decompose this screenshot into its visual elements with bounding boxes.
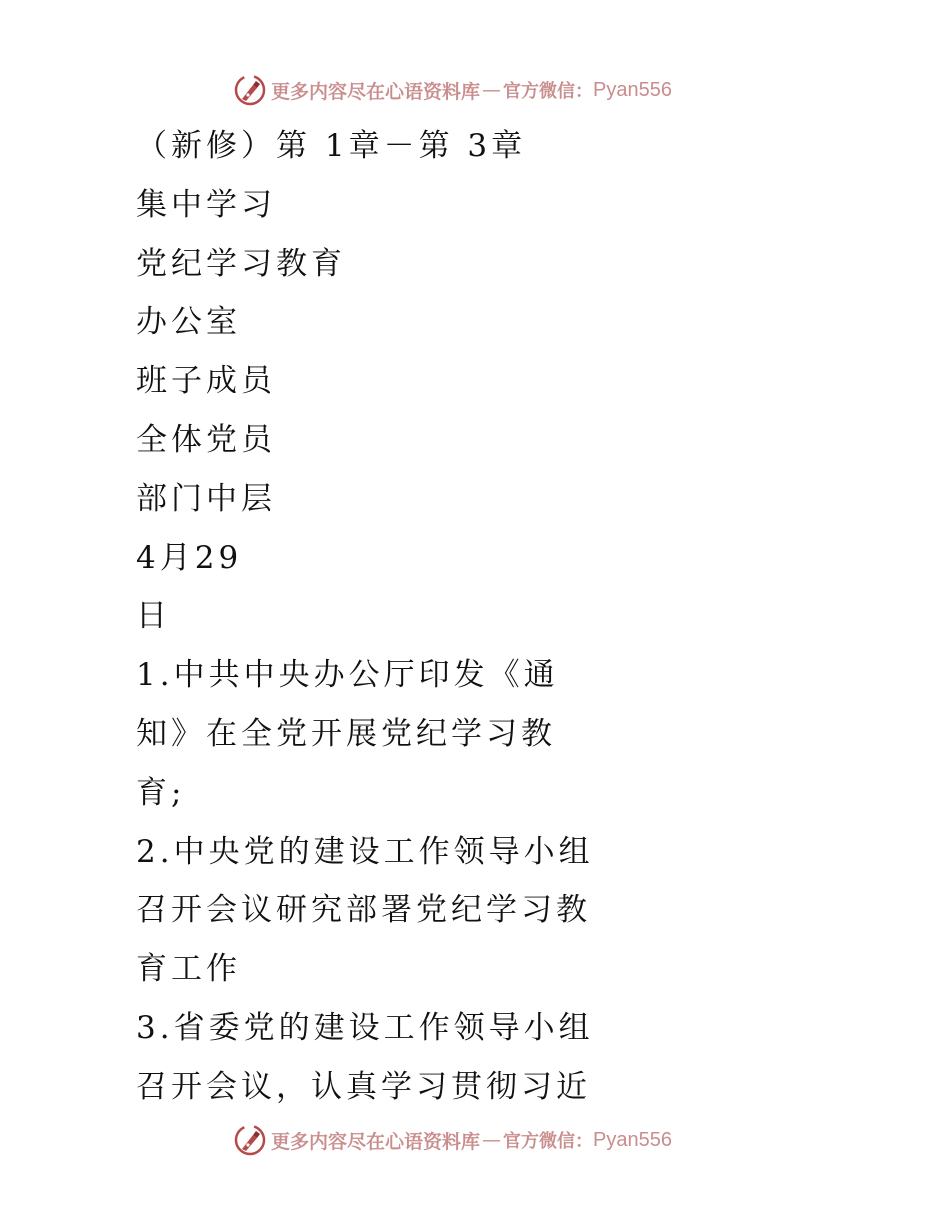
document-body [136, 117, 596, 1117]
pen-nib-logo-icon [233, 73, 267, 107]
document-line: 育; [136, 774, 186, 811]
document-line: 党纪学习教育 [136, 245, 346, 282]
watermark-account-id: Pyan556 [593, 78, 672, 101]
document-line: 知》在全党开展党纪学习教 [136, 715, 556, 752]
document-line: 2.中央党的建设工作领导小组 [136, 833, 594, 870]
document-line: 全体党员 [136, 421, 276, 458]
watermark-separator: — [482, 1129, 502, 1151]
watermark-account-id: Pyan556 [593, 1128, 672, 1151]
document-line: 集中学习 [136, 186, 276, 223]
document-line: 办公室 [136, 304, 241, 341]
document-line: （新修）第 1章－第 3章 [136, 128, 527, 164]
document-line: 育工作 [136, 951, 241, 988]
watermark-text: 更多内容尽在心语资料库 [271, 80, 481, 103]
document-line: 部门中层 [136, 480, 276, 517]
document-line: 班子成员 [136, 363, 276, 400]
watermark-account-label: 官方微信： [503, 81, 594, 102]
document-line: 召开会议，认真学习贯彻习近 [136, 1068, 591, 1105]
footer-watermark [233, 1122, 672, 1158]
document-line: 3.省委党的建设工作领导小组 [136, 1009, 594, 1046]
watermark-account-label: 官方微信： [503, 1131, 594, 1152]
watermark-separator: — [482, 79, 502, 101]
document-line: 召开会议研究部署党纪学习教 [136, 892, 591, 929]
pen-nib-logo-icon [233, 1123, 267, 1157]
document-line: 1.中共中央办公厅印发《通 [136, 657, 559, 694]
header-watermark [233, 72, 672, 108]
document-line: 日 [136, 598, 171, 635]
document-line: 4月29 [136, 539, 243, 576]
watermark-text: 更多内容尽在心语资料库 [271, 1130, 481, 1153]
